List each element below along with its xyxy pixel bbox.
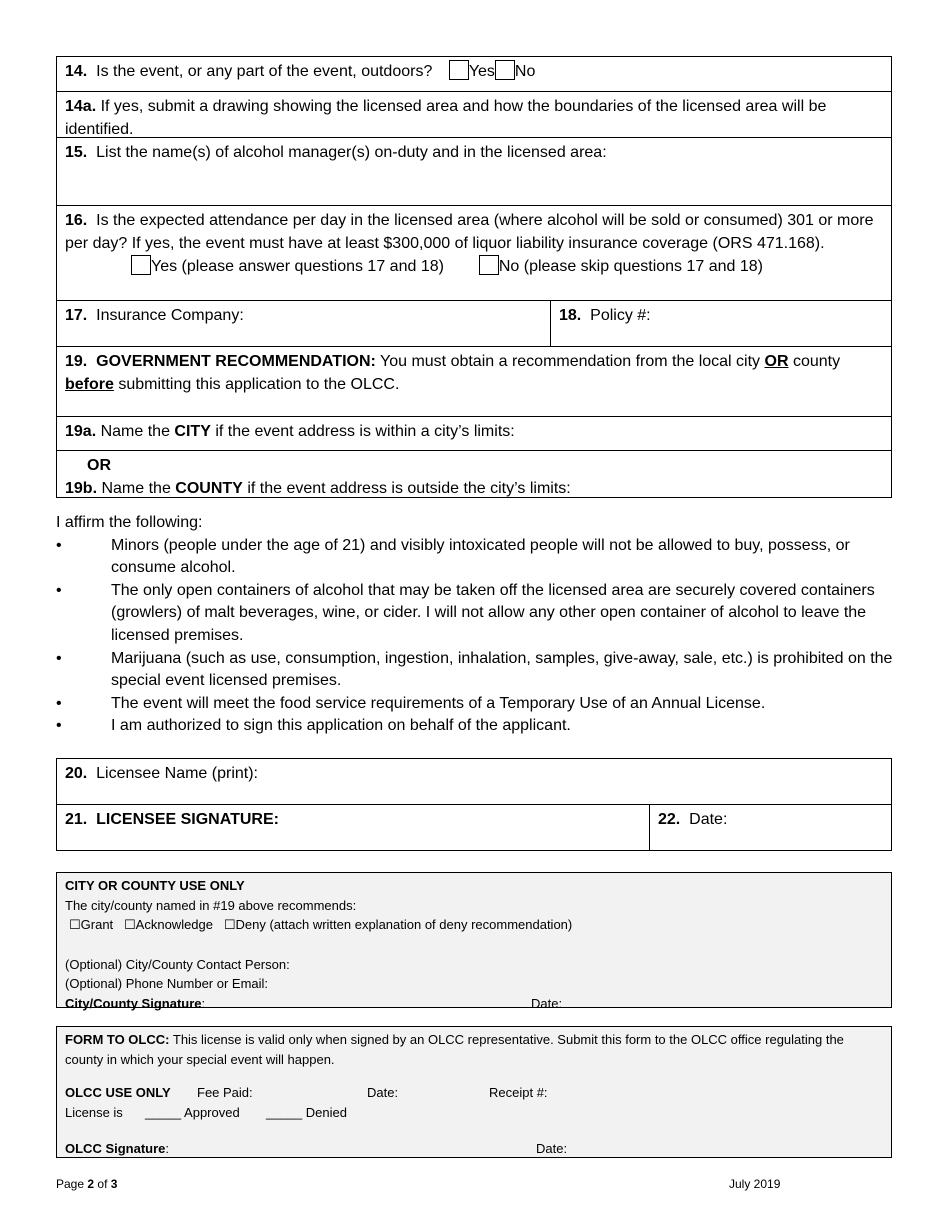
city-contact[interactable]: (Optional) City/County Contact Person: bbox=[65, 956, 290, 972]
q19a-post: if the event address is within a city’s limits: bbox=[215, 423, 515, 440]
list-item bbox=[56, 580, 906, 648]
q20-number: 20. bbox=[65, 765, 88, 782]
city-intro: The city/county named in #19 above recommends: bbox=[65, 897, 357, 913]
olcc-sig-date[interactable]: Date: bbox=[536, 1141, 568, 1156]
receipt-number[interactable]: Receipt #: bbox=[489, 1085, 548, 1100]
affirm-intro: I affirm the following: bbox=[56, 514, 203, 531]
q19-or-label: OR bbox=[87, 457, 111, 474]
affirm-item-text: The only open containers of alcohol that may be taken off the licensed area are securely covered containers (growlers) of malt beverages, wine, or cider. I will not allow any other open container of alcohol to leave the licensed premises. bbox=[111, 581, 875, 644]
acknowledge-checkbox[interactable]: ☐ bbox=[124, 918, 136, 933]
city-signature[interactable]: City/County Signature bbox=[65, 995, 202, 1011]
q21-number: 21. bbox=[65, 811, 88, 828]
q18-number: 18. bbox=[559, 307, 582, 324]
affirm-item-text: Minors (people under the age of 21) and visibly intoxicated people will not be allowed to buy, possess, or consume alcohol. bbox=[111, 536, 850, 577]
q14-yes-checkbox[interactable] bbox=[449, 60, 469, 80]
bullet-icon: • bbox=[56, 581, 62, 599]
q18-cell[interactable] bbox=[551, 301, 891, 346]
city-county-box bbox=[56, 872, 892, 1011]
q19a-city: CITY bbox=[174, 423, 211, 440]
q14-no-checkbox[interactable] bbox=[495, 60, 515, 80]
page-current: 2 bbox=[87, 1177, 95, 1191]
bullet-icon: • bbox=[56, 717, 62, 735]
q16-no-label: No (please skip questions 17 and 18) bbox=[498, 258, 764, 275]
revision-date: July 2019 bbox=[729, 1177, 781, 1191]
q19b-pre: Name the bbox=[101, 480, 171, 497]
q16-yes-checkbox[interactable] bbox=[131, 255, 151, 275]
q16-number: 16. bbox=[65, 212, 88, 229]
affirm-section bbox=[56, 512, 906, 738]
q19b-row[interactable] bbox=[57, 451, 891, 497]
q19-number: 19. bbox=[65, 353, 88, 370]
q19-before: before bbox=[65, 376, 114, 393]
bullet-icon: • bbox=[56, 649, 62, 667]
q19-text2: county bbox=[792, 353, 841, 370]
city-sig-colon: : bbox=[201, 995, 206, 1011]
acknowledge-label: Acknowledge bbox=[135, 917, 213, 932]
q15-text: List the name(s) of alcohol manager(s) on-duty and in the licensed area: bbox=[96, 144, 607, 161]
bullet-icon: • bbox=[56, 694, 62, 712]
q14a-number: 14a. bbox=[65, 98, 97, 115]
deny-checkbox[interactable]: ☐ bbox=[223, 918, 236, 933]
q19a-number: 19a. bbox=[65, 423, 97, 440]
affirm-item-text: Marijuana (such as use, consumption, ingestion, inhalation, samples, give-away, sale, etc.) is prohibited on the special event licensed premises. bbox=[111, 649, 893, 690]
q17-18-row bbox=[57, 301, 891, 347]
q20-text: Licensee Name (print): bbox=[96, 765, 258, 782]
q17-number: 17. bbox=[65, 307, 88, 324]
olcc-date[interactable]: Date: bbox=[367, 1085, 399, 1100]
q22-number: 22. bbox=[658, 811, 681, 828]
deny-label: Deny (attach written explanation of deny recommendation) bbox=[235, 917, 573, 932]
page-label: Page bbox=[56, 1177, 85, 1191]
q19-heading: GOVERNMENT RECOMMENDATION: bbox=[96, 353, 376, 370]
city-date[interactable]: Date: bbox=[531, 995, 563, 1011]
bullet-icon: • bbox=[56, 536, 62, 554]
olcc-form-text: This license is valid only when signed by an OLCC representative. Submit this form to the OLCC office regulating the county in which your special event will happen. bbox=[65, 1032, 844, 1067]
denied-field[interactable]: _____ Denied bbox=[266, 1104, 347, 1120]
q16-yes-label: Yes (please answer questions 17 and 18) bbox=[151, 258, 444, 275]
q19-text3: submitting this application to the OLCC. bbox=[118, 376, 400, 393]
list-item bbox=[56, 693, 906, 716]
q19a-row[interactable] bbox=[57, 417, 891, 451]
q21-text: LICENSEE SIGNATURE: bbox=[96, 811, 279, 828]
q14-row bbox=[57, 57, 891, 92]
olcc-box bbox=[56, 1026, 892, 1158]
q16-text: Is the expected attendance per day in the licensed area (where alcohol will be sold or consumed) 301 or more per day? If yes, the event must have at least $300,000 of liquor liability insurance coverage (ORS 471.168). bbox=[65, 212, 874, 252]
page-number bbox=[56, 1177, 117, 1191]
list-item bbox=[56, 648, 906, 693]
q21-22-row bbox=[57, 805, 891, 850]
approved-field[interactable]: _____ Approved bbox=[145, 1104, 240, 1120]
affirm-list bbox=[56, 535, 906, 738]
olcc-sig-colon: : bbox=[165, 1141, 170, 1156]
q16-no-checkbox[interactable] bbox=[479, 255, 499, 275]
olcc-form-label: FORM TO OLCC: bbox=[65, 1032, 170, 1047]
q14a-row bbox=[57, 92, 891, 138]
fee-paid[interactable]: Fee Paid: bbox=[197, 1085, 253, 1100]
q22-cell[interactable] bbox=[650, 805, 891, 850]
olcc-signature[interactable]: OLCC Signature bbox=[65, 1141, 166, 1156]
questions-table bbox=[56, 56, 892, 498]
list-item bbox=[56, 535, 906, 580]
q14-yes-label: Yes bbox=[468, 63, 495, 80]
q19-text1: You must obtain a recommendation from the local city bbox=[380, 353, 761, 370]
q16-row bbox=[57, 206, 891, 301]
q22-text: Date: bbox=[689, 811, 728, 828]
city-heading: CITY OR COUNTY USE ONLY bbox=[65, 878, 245, 893]
q19-row bbox=[57, 347, 891, 417]
q14-text: Is the event, or any part of the event, outdoors? bbox=[96, 63, 433, 80]
affirm-item-text: I am authorized to sign this application on behalf of the applicant. bbox=[111, 717, 571, 735]
q15-row[interactable] bbox=[57, 138, 891, 206]
affirm-item-text: The event will meet the food service requirements of a Temporary Use of an Annual License. bbox=[111, 694, 766, 712]
q19a-pre: Name the bbox=[100, 423, 170, 440]
q19b-post: if the event address is outside the city’s limits: bbox=[247, 480, 571, 497]
list-item bbox=[56, 715, 906, 738]
page-of: of bbox=[97, 1177, 108, 1191]
city-phone[interactable]: (Optional) Phone Number or Email: bbox=[65, 976, 269, 991]
q19b-number: 19b. bbox=[65, 480, 98, 497]
q14a-text: If yes, submit a drawing showing the licensed area and how the boundaries of the licensed area will be identified. bbox=[65, 98, 827, 138]
page-total: 3 bbox=[110, 1177, 118, 1191]
q19b-county: COUNTY bbox=[175, 480, 243, 497]
q17-text: Insurance Company: bbox=[96, 307, 244, 324]
q15-number: 15. bbox=[65, 144, 88, 161]
q19-or: OR bbox=[764, 353, 789, 370]
q17-cell[interactable] bbox=[57, 301, 551, 346]
licensee-table bbox=[56, 758, 892, 851]
q18-text: Policy #: bbox=[590, 307, 651, 324]
q20-row[interactable] bbox=[57, 759, 891, 805]
grant-checkbox[interactable]: ☐ bbox=[69, 918, 81, 933]
q21-cell[interactable] bbox=[57, 805, 650, 850]
license-is: License is bbox=[65, 1104, 123, 1120]
olcc-use-only: OLCC USE ONLY bbox=[65, 1085, 171, 1100]
grant-label: Grant bbox=[80, 917, 114, 932]
q14-no-label: No bbox=[514, 63, 536, 80]
q14-number: 14. bbox=[65, 63, 88, 80]
